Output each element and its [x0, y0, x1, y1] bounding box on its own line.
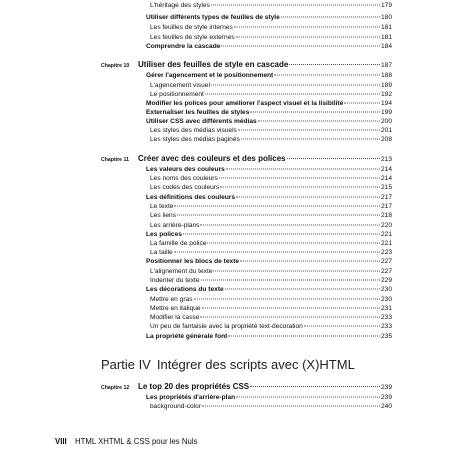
dot-leader: [236, 197, 380, 198]
toc-entry: [146, 333, 392, 341]
toc-entry-title: Les codes des couleurs: [150, 184, 220, 191]
dot-leader: [226, 169, 380, 170]
toc-entry: [150, 323, 392, 331]
toc-entry-page: 221: [380, 231, 392, 238]
toc-entry-title: L'alignement du texte: [150, 268, 213, 275]
toc-entry-page: 214: [380, 175, 392, 182]
toc-entry-page: 188: [380, 72, 392, 79]
toc-entry-title: Modifier la casse: [150, 314, 200, 321]
toc-entry-title: Les décorations du texte: [146, 286, 224, 293]
toc-entry-page: 217: [380, 203, 392, 210]
dot-leader: [202, 406, 380, 407]
toc-entry-title: Mettre en gras: [150, 296, 193, 303]
toc-entry-page: 184: [380, 43, 392, 50]
toc-entry: [146, 43, 392, 51]
toc-entry: [150, 24, 392, 32]
toc-entry-title: Mettre en italique: [150, 305, 201, 312]
toc-entry: [150, 34, 392, 42]
chapter-title-row: [138, 382, 392, 392]
toc-entry: [146, 100, 392, 108]
chapter-title: Utiliser des feuilles de style en cascade: [138, 60, 289, 69]
chapter-title: Le top 20 des propriétés CSS: [138, 382, 250, 391]
toc-entry-page: 180: [380, 14, 392, 21]
toc-entry-title: Les valeurs des couleurs: [146, 166, 225, 173]
toc-entry-title: background-color: [150, 403, 201, 410]
dot-leader: [211, 85, 380, 86]
toc-entry: [150, 314, 392, 322]
dot-leader: [219, 178, 380, 179]
toc-entry: [146, 109, 392, 117]
chapter-title-row: [138, 60, 392, 70]
toc-entry: [146, 166, 392, 174]
toc-entry-page: 192: [380, 91, 392, 98]
toc-entry: [146, 231, 392, 239]
chapter-page: 213: [380, 156, 392, 163]
toc-entry-page: 179: [380, 2, 392, 9]
toc-entry: [150, 2, 392, 10]
toc-entry: [146, 258, 392, 266]
chapter-label: Chapitre 10: [101, 63, 130, 69]
dot-leader: [281, 17, 380, 18]
chapter-title: Créer avec des couleurs et des polices: [138, 154, 286, 163]
toc-entry-title: Modifier les polices pour améliorer l'aspect visuel et la lisibilité: [146, 100, 344, 107]
toc-entry: [146, 14, 392, 22]
dot-leader: [344, 103, 380, 104]
chapter-title-row: [138, 154, 392, 164]
dot-leader: [234, 27, 380, 28]
toc-entry-title: Gérer l'agencement et le positionnement: [146, 72, 274, 79]
chapter-page: 187: [380, 62, 392, 69]
dot-leader: [236, 37, 380, 38]
toc-entry-page: 227: [380, 258, 392, 265]
toc-entry-page: 208: [380, 136, 392, 143]
dot-leader: [287, 158, 380, 159]
dot-leader: [258, 121, 380, 122]
toc-entry-page: 230: [380, 286, 392, 293]
toc-entry-page: 215: [380, 184, 392, 191]
toc-entry-title: Les feuilles de style externes: [150, 34, 235, 41]
toc-entry: [150, 403, 392, 411]
toc-entry-title: Les arrière-plans: [150, 222, 200, 229]
toc-entry-title: Les polices: [146, 231, 182, 238]
toc-entry-title: Externaliser les feuilles de styles: [146, 109, 250, 116]
toc-entry-page: 189: [380, 82, 392, 89]
chapter-page: 239: [380, 384, 392, 391]
toc-entry-title: L'agencement visuel: [150, 82, 210, 89]
toc-entry-title: Les définitions des couleurs: [146, 194, 236, 201]
toc-entry-title: Les styles des médias paginés: [150, 136, 240, 143]
dot-leader: [289, 64, 380, 65]
toc-entry-page: 223: [380, 249, 392, 256]
toc-entry: [150, 305, 392, 313]
dot-leader: [202, 308, 380, 309]
toc-entry: [150, 268, 392, 276]
toc-entry-title: Utiliser CSS avec différents médias: [146, 118, 257, 125]
toc-entry-title: Les styles des médias visuels: [150, 127, 237, 134]
toc-entry: [150, 136, 392, 144]
toc-entry-page: 214: [380, 166, 392, 173]
toc-entry-title: Comprendre la cascade: [146, 43, 221, 50]
toc-entry-title: Les feuilles de style internes: [150, 24, 233, 31]
toc-entry-page: 221: [380, 240, 392, 247]
dot-leader: [220, 187, 380, 188]
toc-entry-page: 233: [380, 323, 392, 330]
toc-entry-page: 240: [380, 403, 392, 410]
book-title: HTML XHTML & CSS pour les Nuls: [75, 437, 198, 446]
toc-entry-page: 220: [380, 222, 392, 229]
toc-entry-title: L'héritage des styles: [150, 2, 210, 9]
toc-entry: [150, 175, 392, 183]
toc-entry: [146, 118, 392, 126]
dot-leader: [200, 225, 380, 226]
toc-entry: [150, 240, 392, 248]
page-footer: [55, 437, 197, 446]
toc-entry: [150, 249, 392, 257]
toc-entry-title: Le positionnement: [150, 91, 204, 98]
toc-entry: [146, 194, 392, 202]
page-number: VIII: [55, 437, 67, 446]
toc-entry-page: 239: [380, 394, 392, 401]
toc-entry-title: Un peu de fantaisie avec la propriété text-decoration: [150, 323, 303, 330]
dot-leader: [174, 206, 380, 207]
dot-leader: [183, 234, 380, 235]
toc-entry: [150, 277, 392, 285]
dot-leader: [240, 261, 380, 262]
dot-leader: [207, 243, 380, 244]
dot-leader: [274, 75, 380, 76]
part-number: Partie IV: [101, 357, 151, 372]
part-heading: [101, 357, 355, 372]
dot-leader: [236, 397, 380, 398]
toc-entry-title: La famille de police: [150, 240, 207, 247]
toc-entry-title: Les propriétés d'arrière-plan: [146, 394, 236, 401]
dot-leader: [194, 299, 380, 300]
dot-leader: [201, 280, 380, 281]
chapter-label: Chapitre 11: [101, 157, 129, 163]
toc-entry-page: 199: [380, 109, 392, 116]
toc-entry-page: 194: [380, 100, 392, 107]
dot-leader: [177, 215, 380, 216]
toc-entry-page: 230: [380, 296, 392, 303]
toc-entry: [150, 212, 392, 220]
toc-entry-page: 201: [380, 127, 392, 134]
toc-entry: [150, 222, 392, 230]
toc-entry-page: 181: [380, 34, 392, 41]
toc-entry-title: Indenter du texte: [150, 277, 200, 284]
toc-entry-title: Les noms des couleurs: [150, 175, 218, 182]
dot-leader: [213, 271, 380, 272]
toc-entry-page: 231: [380, 305, 392, 312]
toc-entry: [150, 296, 392, 304]
toc-entry-title: Positionner les blocs de texte: [146, 258, 240, 265]
toc-entry-page: 233: [380, 314, 392, 321]
dot-leader: [221, 46, 380, 47]
toc-entry-page: 217: [380, 194, 392, 201]
toc-entry-title: La taille: [150, 249, 173, 256]
toc-entry: [150, 203, 392, 211]
dot-leader: [205, 94, 380, 95]
toc-entry-title: Le texte: [150, 203, 174, 210]
toc-entry: [150, 184, 392, 192]
toc-entry-page: 181: [380, 24, 392, 31]
chapter-label: Chapitre 12: [101, 385, 130, 391]
toc-entry: [146, 394, 392, 402]
part-title: Intégrer des scripts avec (X)HTML: [156, 357, 355, 372]
toc-entry: [150, 91, 392, 99]
dot-leader: [228, 336, 380, 337]
dot-leader: [250, 386, 380, 387]
toc-entry-title: Utiliser différents types de feuilles de style: [146, 14, 280, 21]
toc-entry: [150, 82, 392, 90]
toc-entry-page: 229: [380, 277, 392, 284]
toc-entry: [150, 127, 392, 135]
toc-entry-title: La propriété générale font: [146, 333, 228, 340]
dot-leader: [250, 112, 380, 113]
toc-entry-page: 218: [380, 212, 392, 219]
toc-entry-title: Les liens: [150, 212, 177, 219]
dot-leader: [200, 317, 380, 318]
dot-leader: [304, 326, 380, 327]
toc-entry-page: 200: [380, 118, 392, 125]
toc-entry: [146, 286, 392, 294]
toc-entry: [146, 72, 392, 80]
toc-entry-page: 227: [380, 268, 392, 275]
toc-entry-page: 235: [380, 333, 392, 340]
dot-leader: [241, 139, 380, 140]
dot-leader: [211, 5, 380, 6]
dot-leader: [238, 130, 380, 131]
dot-leader: [174, 252, 380, 253]
dot-leader: [225, 289, 380, 290]
